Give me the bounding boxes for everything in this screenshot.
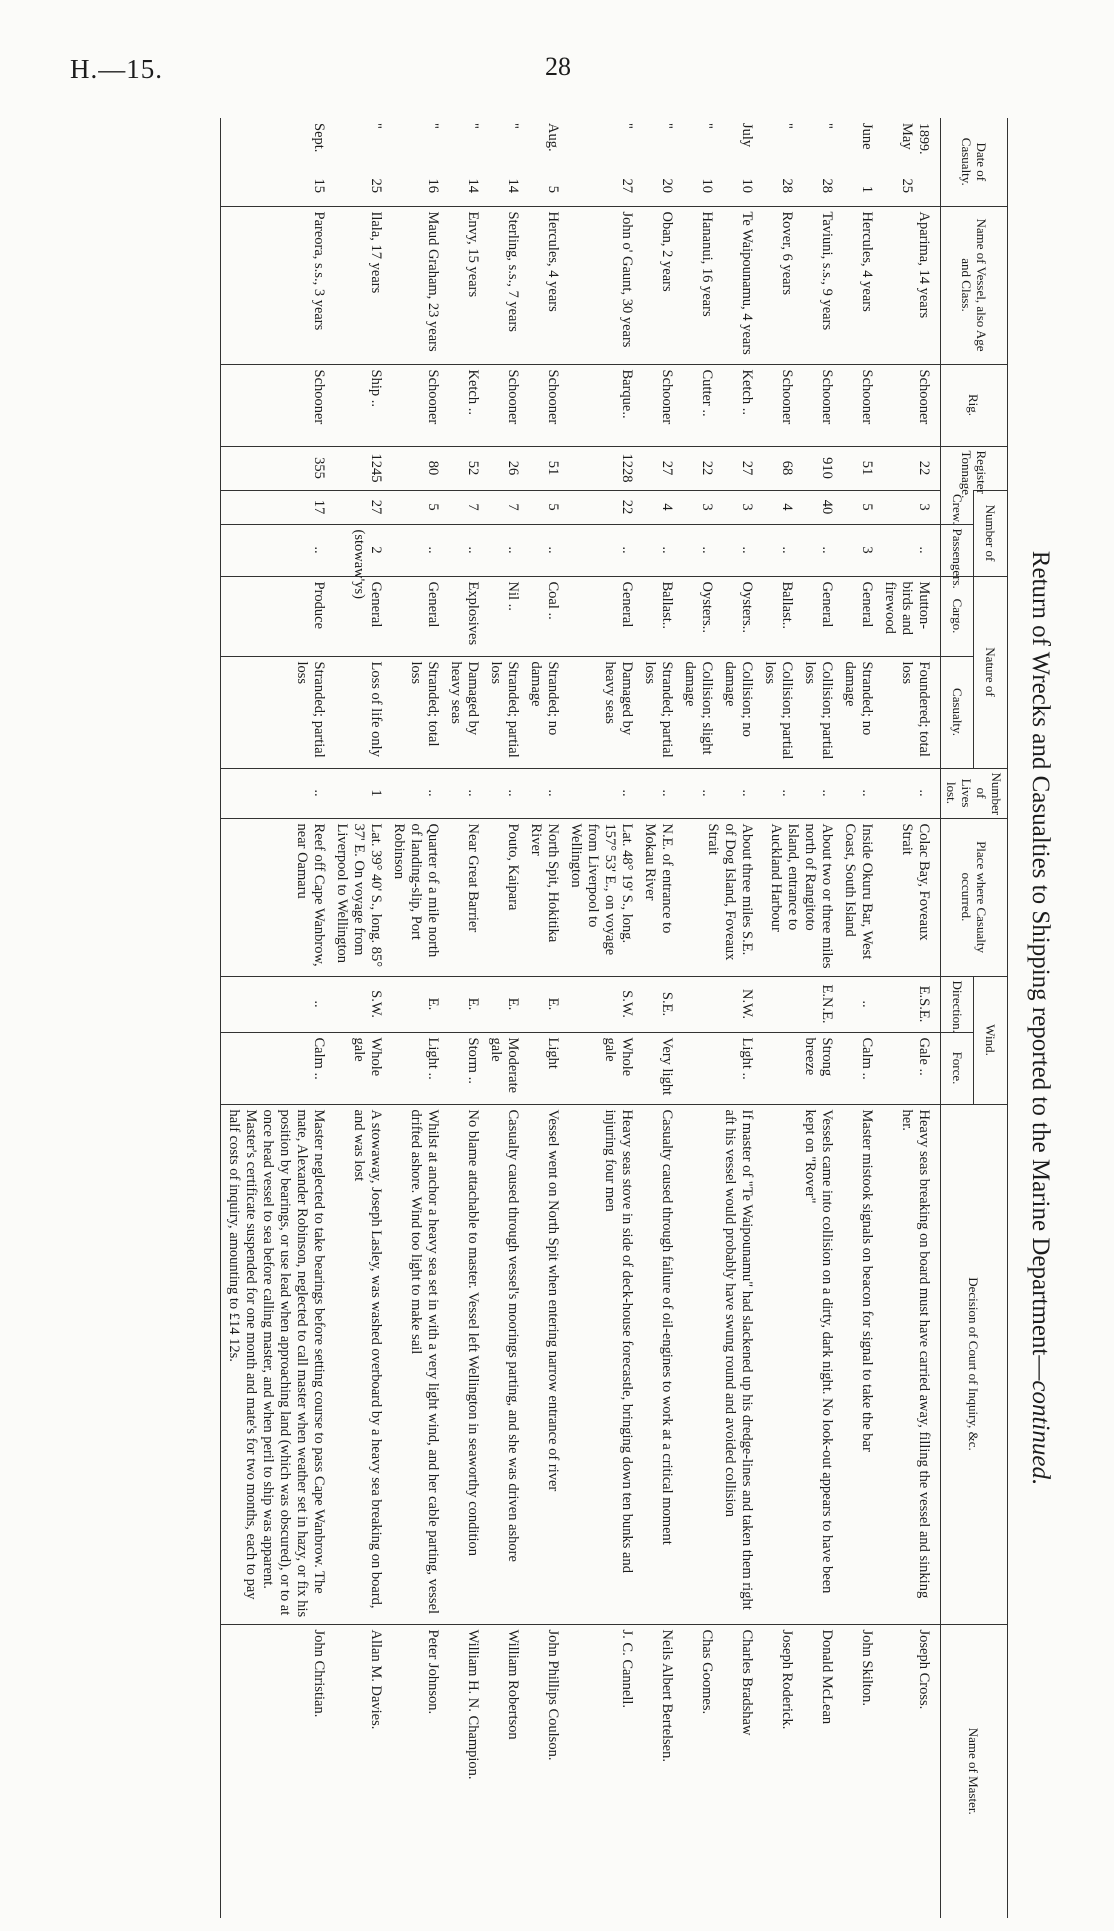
cell-cargo: Nil .. — [483, 576, 523, 656]
cell-date — [837, 118, 877, 206]
cell-date — [563, 118, 637, 206]
cell-day: 20 — [659, 178, 675, 193]
cell-month: " — [699, 123, 715, 129]
cell-force: Light .. — [386, 1032, 443, 1104]
cell-force: Calm .. — [837, 1032, 877, 1104]
cell-place: Inside Okuru Bar, West Coast, South Island — [837, 818, 877, 976]
cell-decision: Vessel went on North Spit when entering narrow entrance of river — [523, 1104, 563, 1624]
cell-month: " — [619, 123, 635, 129]
page-reference: H.—15. — [70, 54, 163, 84]
cell-rig: Barque.. — [563, 364, 637, 446]
cell-lives: .. — [386, 768, 443, 818]
cell-lives: .. — [797, 768, 837, 818]
cell-cargo: General — [386, 576, 443, 656]
cell-passengers: .. — [877, 524, 941, 576]
cell-casualty: Stranded; partial loss — [221, 656, 330, 768]
cell-place: North Spit, Hokitika River — [523, 818, 563, 976]
cell-decision: If master of "Te Waipounamu" had slackened up his dredge-lines and taken them right aft his vessel would probably have swung round and avoided collision — [677, 1104, 757, 1624]
cell-passengers: .. — [677, 524, 717, 576]
cell-date — [523, 118, 563, 206]
cell-passengers: .. — [483, 524, 523, 576]
cell-master: Peter Johnson. — [386, 1624, 443, 1918]
cell-crew: 27 — [329, 490, 386, 524]
cell-tonnage: 1245 — [329, 446, 386, 490]
cell-master: J. C. Cannell. — [563, 1624, 637, 1918]
cell-decision: Heavy seas stove in side of deck-house forecastle, bringing down ten bunks and injuring four men — [563, 1104, 637, 1624]
cell-lives: .. — [877, 768, 941, 818]
cell-master: William H. N. Champion. — [443, 1624, 483, 1918]
cell-date — [386, 118, 443, 206]
cell-direction: .. — [837, 976, 877, 1032]
cell-lives: .. — [483, 768, 523, 818]
cell-date — [717, 118, 757, 206]
cell-casualty: Collision; slight damage — [677, 656, 717, 768]
cell-cargo: Produce — [221, 576, 330, 656]
cell-lives: .. — [563, 768, 637, 818]
table-row — [329, 118, 386, 1918]
cell-day: 14 — [465, 178, 481, 193]
col-header-cargo: Cargo. — [941, 576, 975, 656]
cell-day: 10 — [739, 178, 755, 193]
page-number: 28 — [545, 52, 571, 81]
table-row — [797, 118, 837, 1918]
cell-month: May — [899, 123, 915, 150]
cell-cargo: Oysters.. — [717, 576, 757, 656]
cell-passengers: .. — [221, 524, 330, 576]
cell-decision: A stowaway, Joseph Lasley, was washed overboard by a heavy sea breaking on board, and was lost — [329, 1104, 386, 1624]
cell-lives: .. — [757, 768, 797, 818]
cell-place: Reef off Cape Wanbrow, near Oamaru — [221, 818, 330, 976]
cell-casualty: Stranded; no damage — [837, 656, 877, 768]
cell-day: 5 — [545, 185, 561, 193]
cell-direction: N.W. — [677, 976, 757, 1032]
cell-tonnage: 27 — [637, 446, 677, 490]
cell-master: John Christian. — [221, 1624, 330, 1918]
cell-casualty: Collision; partial loss — [757, 656, 797, 768]
cell-casualty: Foundered; total loss — [877, 656, 941, 768]
cell-passengers: .. — [563, 524, 637, 576]
cell-decision: Heavy seas breaking on board must have carried away, filling the vessel and sinking her. — [877, 1104, 941, 1624]
cell-crew: 22 — [563, 490, 637, 524]
col-header-place: Place where Casualty occurred. — [941, 818, 1008, 976]
cell-direction: S.W. — [563, 976, 637, 1032]
cell-master: Allan M. Davies. — [329, 1624, 386, 1918]
cell-lives: .. — [677, 768, 717, 818]
cell-date — [877, 118, 941, 206]
cell-tonnage: 22 — [877, 446, 941, 490]
cell-casualty: Loss of life only — [329, 656, 386, 768]
cell-direction: .. — [221, 976, 330, 1032]
cell-tonnage: 68 — [757, 446, 797, 490]
cell-rig: Schooner — [837, 364, 877, 446]
cell-place: About two or three miles north of Rangitoto Island, entrance to Auckland Harbour — [757, 818, 837, 976]
cell-force: Whole gale — [329, 1032, 386, 1104]
cell-decision: Vessels came into collision on a dirty, dark night. No look-out appears to have been kept on "Rover" — [757, 1104, 837, 1624]
cell-decision: No blame attachable to master. Vessel left Wellington in seaworthy condition — [443, 1104, 483, 1624]
cell-master: Donald McLean — [797, 1624, 837, 1918]
cell-lives: .. — [523, 768, 563, 818]
table-row — [837, 118, 877, 1918]
cell-casualty: Collision; partial loss — [797, 656, 837, 768]
cell-day: 25 — [368, 178, 384, 193]
cell-crew: 7 — [483, 490, 523, 524]
cell-master: Neils Albert Bertelsen. — [637, 1624, 677, 1918]
cell-rig: Schooner — [483, 364, 523, 446]
cell-date — [797, 118, 837, 206]
cell-day: 14 — [505, 178, 521, 193]
cell-place: About three miles S.E. of Dog Island, Foveaux Strait — [677, 818, 757, 976]
cell-rig: Schooner — [221, 364, 330, 446]
cell-master: Joseph Roderick. — [757, 1624, 797, 1918]
cell-crew: 7 — [443, 490, 483, 524]
cell-day: 10 — [699, 178, 715, 193]
cell-day: 16 — [425, 178, 441, 193]
col-header-wind: Wind. — [974, 976, 1008, 1104]
cell-day: 28 — [819, 178, 835, 193]
cell-month: July — [739, 123, 755, 148]
cell-casualty: Damaged by heavy seas — [443, 656, 483, 768]
cell-master: Chas Goomes. — [677, 1624, 717, 1918]
cell-vessel: John o' Gaunt, 30 years — [563, 206, 637, 364]
cell-passengers: .. — [797, 524, 837, 576]
cell-force: Whole gale — [563, 1032, 637, 1104]
cell-decision: Master neglected to take bearings before setting course to pass Cape Wanbrow. The mate, Alexander Robinson, neglected to call master when weather set in hazy, or fix his position by bearings, or use lead when approaching land (which was obscured), or to at once head vessel to sea before calling master, and when peril to ship was apparent. Master's certificate suspended for one month and mate's for two months, each to pay half costs of inquiry, amounting to £14 12s. — [221, 1104, 330, 1624]
cell-direction: S.W. — [329, 976, 386, 1032]
cell-casualty: Stranded; no damage — [523, 656, 563, 768]
cell-tonnage: 51 — [837, 446, 877, 490]
cell-rig: Ketch .. — [717, 364, 757, 446]
table-title-main: Return of Wrecks and Casualties to Shipping reported to the Marine Department— — [1027, 550, 1054, 1381]
col-header-date: Date of Casualty. — [941, 118, 1008, 206]
table-row — [386, 118, 443, 1918]
cell-vessel: Envy, 15 years — [443, 206, 483, 364]
cell-place: Quarter of a mile north of landing-slip, Port Robinson — [386, 818, 443, 976]
col-header-nature-of: Nature of — [974, 576, 1008, 768]
cell-place: Lat. 39° 40' S., long. 85° 37' E. On voyage from Liverpool to Wellington — [329, 818, 386, 976]
cell-date — [221, 118, 330, 206]
cell-cargo: Ballast.. — [637, 576, 677, 656]
cell-decision: Whilst at anchor a heavy sea set in with a very light wind, and her cable parting, vessel drifted ashore. Wind too light to make sail — [386, 1104, 443, 1624]
cell-cargo: General — [797, 576, 837, 656]
cell-vessel: Pareora, s.s., 3 years — [221, 206, 330, 364]
cell-tonnage: 26 — [483, 446, 523, 490]
cell-tonnage: 1228 — [563, 446, 637, 490]
cell-tonnage: 22 — [677, 446, 717, 490]
cell-casualty: Stranded; total loss — [386, 656, 443, 768]
table-row — [443, 118, 483, 1918]
wrecks-table — [220, 118, 1008, 1918]
cell-direction: E. — [483, 976, 523, 1032]
cell-force: Storm .. — [443, 1032, 483, 1104]
cell-force: Moderate gale — [483, 1032, 523, 1104]
table-title — [1010, 118, 1070, 1918]
cell-day: 1 — [859, 185, 875, 193]
cell-day: 25 — [899, 178, 915, 193]
cell-passengers: .. — [443, 524, 483, 576]
cell-vessel: Aparima, 14 years — [877, 206, 941, 364]
cell-vessel: Oban, 2 years — [637, 206, 677, 364]
cell-vessel: Hercules, 4 years — [837, 206, 877, 364]
col-header-crew: Crew. — [941, 490, 975, 524]
cell-crew: 5 — [837, 490, 877, 524]
cell-tonnage: 27 — [717, 446, 757, 490]
cell-passengers: .. — [637, 524, 677, 576]
cell-day: 28 — [779, 178, 795, 193]
col-header-rig: Rig. — [941, 364, 1008, 446]
cell-date — [443, 118, 483, 206]
cell-vessel: Rover, 6 years — [757, 206, 797, 364]
cell-rig: Schooner — [637, 364, 677, 446]
cell-lives: 1 — [329, 768, 386, 818]
cell-vessel: Hercules, 4 years — [523, 206, 563, 364]
cell-crew: 40 — [797, 490, 837, 524]
cell-vessel: Ilala, 17 years — [329, 206, 386, 364]
cell-crew: 4 — [637, 490, 677, 524]
cell-date — [677, 118, 717, 206]
cell-place: Pouto, Kaipara — [483, 818, 523, 976]
cell-date — [329, 118, 386, 206]
cell-cargo: General — [329, 576, 386, 656]
table-row — [483, 118, 523, 1918]
col-header-decision: Decision of Court of Inquiry, &c. — [941, 1104, 1008, 1624]
cell-place: Lat. 48° 19' S., long. 157° 53' E., on voyage from Liverpool to Wellington — [563, 818, 637, 976]
cell-rig: Schooner — [877, 364, 941, 446]
cell-decision: Casualty caused through vessel's moorings parting, and she was driven ashore — [483, 1104, 523, 1624]
cell-force: Light — [523, 1032, 563, 1104]
cell-tonnage: 355 — [221, 446, 330, 490]
cell-rig: Cutter .. — [677, 364, 717, 446]
cell-month: " — [368, 123, 384, 129]
cell-vessel: Te Waipounamu, 4 years — [717, 206, 757, 364]
table-row — [717, 118, 757, 1918]
cell-passengers: 3 — [837, 524, 877, 576]
cell-passengers: .. — [386, 524, 443, 576]
cell-cargo: Oysters.. — [677, 576, 717, 656]
cell-lives: .. — [637, 768, 677, 818]
cell-date — [483, 118, 523, 206]
table-row — [877, 118, 941, 1918]
cell-direction: E. — [386, 976, 443, 1032]
cell-decision: Master mistook signals on beacon for signal to take the bar — [837, 1104, 877, 1624]
cell-direction: E.S.E. — [877, 976, 941, 1032]
cell-direction: E.N.E. — [757, 976, 837, 1032]
cell-crew: 5 — [523, 490, 563, 524]
cell-force: Very light — [637, 1032, 677, 1104]
cell-rig: Schooner — [797, 364, 837, 446]
cell-crew: 3 — [677, 490, 717, 524]
cell-passengers: .. — [717, 524, 757, 576]
cell-lives: .. — [837, 768, 877, 818]
cell-place: Colac Bay, Foveaux Strait — [877, 818, 941, 976]
cell-vessel: Sterling, s.s., 7 years — [483, 206, 523, 364]
cell-direction: S.E. — [637, 976, 677, 1032]
cell-cargo: Ballast.. — [757, 576, 797, 656]
cell-place: N.E. of entrance to Mokau River — [637, 818, 677, 976]
cell-master: Joseph Cross. — [877, 1624, 941, 1918]
col-header-vessel: Name of Vessel, also Age and Class. — [941, 206, 1008, 364]
cell-force: Calm .. — [221, 1032, 330, 1104]
col-header-tonnage: Register Tonnage. — [941, 446, 1008, 490]
cell-tonnage: 51 — [523, 446, 563, 490]
cell-casualty: Damaged by heavy seas — [563, 656, 637, 768]
col-header-number-of: Number of — [974, 490, 1008, 576]
cell-passengers: .. — [523, 524, 563, 576]
cell-direction: E. — [443, 976, 483, 1032]
table-title-continued: continued. — [1027, 1380, 1054, 1486]
table-row — [637, 118, 677, 1918]
cell-tonnage: 910 — [797, 446, 837, 490]
cell-crew: 3 — [717, 490, 757, 524]
cell-casualty: Stranded; partial loss — [483, 656, 523, 768]
cell-rig: Schooner — [523, 364, 563, 446]
cell-tonnage: 52 — [443, 446, 483, 490]
cell-master: John Phillips Coulson. — [523, 1624, 563, 1918]
cell-rig: Schooner — [386, 364, 443, 446]
cell-lives: .. — [443, 768, 483, 818]
cell-crew: 3 — [877, 490, 941, 524]
cell-force: Strong breeze — [757, 1032, 837, 1104]
cell-month: Aug. — [545, 123, 561, 152]
cell-casualty: Collision; no damage — [717, 656, 757, 768]
cell-cargo: Mutton-birds and firewood — [877, 576, 941, 656]
cell-cargo: Explosives — [443, 576, 483, 656]
cell-place: Near Great Barrier — [443, 818, 483, 976]
cell-passengers: .. — [757, 524, 797, 576]
cell-rig: Ketch .. — [443, 364, 483, 446]
cell-vessel: Taviuni, s.s., 9 years — [797, 206, 837, 364]
cell-vessel: Maud Graham, 23 years — [386, 206, 443, 364]
cell-day: 27 — [619, 178, 635, 193]
cell-force: Light .. — [677, 1032, 757, 1104]
cell-master: William Robertson — [483, 1624, 523, 1918]
col-header-passengers: Passengers. — [941, 524, 975, 576]
page-header — [0, 0, 1114, 120]
cell-month: Sept. — [311, 123, 327, 153]
cell-tonnage: 80 — [386, 446, 443, 490]
col-header-lives-lost: Number of Lives lost. — [941, 768, 1008, 818]
cell-passengers: 2 (stowaw'ys) — [329, 524, 386, 576]
cell-decision: Casualty caused through failure of oil-engines to work at a critical moment — [637, 1104, 677, 1624]
year-label: 1899. — [916, 123, 931, 155]
cell-lives: .. — [717, 768, 757, 818]
cell-month: " — [659, 123, 675, 129]
cell-day: 15 — [311, 178, 327, 193]
cell-master: John Skilton. — [837, 1624, 877, 1918]
col-header-force: Force. — [941, 1032, 975, 1104]
cell-month: June — [859, 123, 875, 150]
table-row — [563, 118, 637, 1918]
cell-force: Gale .. — [877, 1032, 941, 1104]
cell-rig: Ship .. — [329, 364, 386, 446]
cell-date — [637, 118, 677, 206]
table-row — [221, 118, 330, 1918]
col-header-master: Name of Master. — [941, 1624, 1008, 1918]
cell-month: " — [465, 123, 481, 129]
cell-cargo: General — [837, 576, 877, 656]
cell-direction: E. — [523, 976, 563, 1032]
cell-lives: .. — [221, 768, 330, 818]
cell-month: " — [779, 123, 795, 129]
cell-cargo: General — [563, 576, 637, 656]
col-header-casualty: Casualty. — [941, 656, 975, 768]
cell-month: " — [819, 123, 835, 129]
cell-crew: 17 — [221, 490, 330, 524]
cell-rig: Schooner — [757, 364, 797, 446]
table-row — [523, 118, 563, 1918]
cell-casualty: Stranded; partial loss — [637, 656, 677, 768]
cell-cargo: Coal .. — [523, 576, 563, 656]
cell-month: " — [505, 123, 521, 129]
col-header-direction: Direction. — [941, 976, 975, 1032]
cell-date — [757, 118, 797, 206]
rotated-table-area — [110, 118, 1070, 1918]
cell-vessel: Hananui, 16 years — [677, 206, 717, 364]
cell-crew: 5 — [386, 490, 443, 524]
cell-month: " — [425, 123, 441, 129]
cell-master: Charles Bradshaw — [717, 1624, 757, 1918]
cell-crew: 4 — [757, 490, 797, 524]
